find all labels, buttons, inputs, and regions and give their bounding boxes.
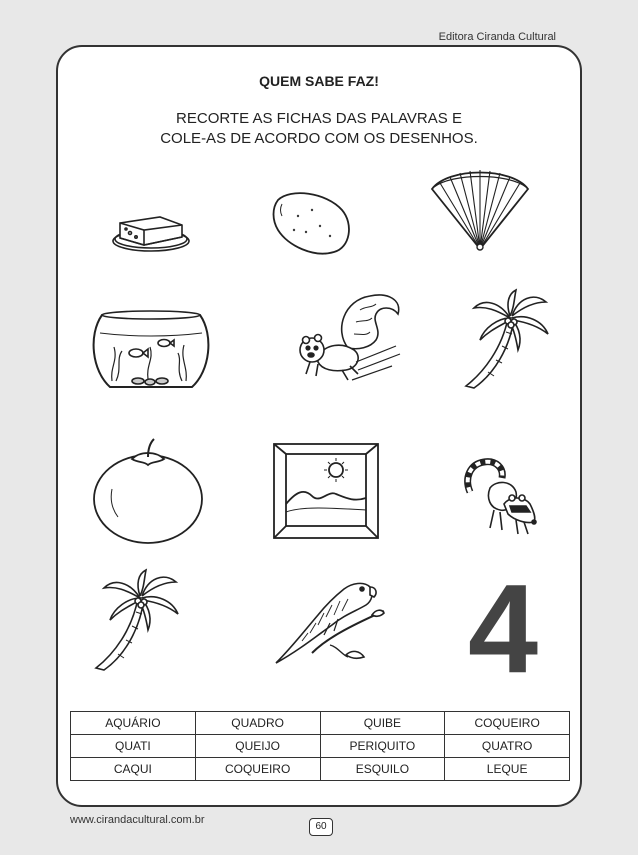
worksheet-title: QUEM SABE FAZ!: [259, 73, 379, 89]
squirrel-picture: [296, 290, 410, 390]
persimmon-picture: [92, 437, 204, 545]
word-cards-table: [70, 711, 570, 781]
framed-picture: [272, 442, 380, 540]
word-card[interactable]: QUATRO: [445, 735, 570, 758]
coconut-palm-picture-1: [460, 288, 552, 390]
fan-picture: [428, 163, 532, 255]
word-card[interactable]: QUADRO: [195, 712, 320, 735]
website-link[interactable]: www.cirandacultural.com.br: [70, 814, 205, 826]
coconut-palm-picture-2: [92, 566, 184, 672]
page-number: 60: [309, 818, 333, 836]
word-card[interactable]: ESQUILO: [320, 758, 445, 781]
word-card[interactable]: COQUEIRO: [445, 712, 570, 735]
cashew-picture: [268, 186, 354, 258]
coati-picture: [460, 458, 540, 538]
table-row: [71, 758, 570, 781]
word-card[interactable]: QUATI: [71, 735, 196, 758]
word-card[interactable]: COQUEIRO: [195, 758, 320, 781]
word-card[interactable]: AQUÁRIO: [71, 712, 196, 735]
instruction-line-2: COLE-AS DE ACORDO COM OS DESENHOS.: [160, 130, 478, 147]
cheese-picture: [110, 205, 192, 255]
number-four: 4: [468, 558, 539, 699]
word-card[interactable]: QUIBE: [320, 712, 445, 735]
instruction-line-1: RECORTE AS FICHAS DAS PALAVRAS E: [176, 110, 462, 127]
word-card[interactable]: LEQUE: [445, 758, 570, 781]
word-card[interactable]: QUEIJO: [195, 735, 320, 758]
aquarium-picture: [92, 307, 210, 391]
table-row: [71, 712, 570, 735]
word-card[interactable]: CAQUI: [71, 758, 196, 781]
word-card[interactable]: PERIQUITO: [320, 735, 445, 758]
publisher-label: Editora Ciranda Cultural: [438, 31, 556, 43]
table-row: [71, 735, 570, 758]
parakeet-picture: [272, 575, 386, 667]
